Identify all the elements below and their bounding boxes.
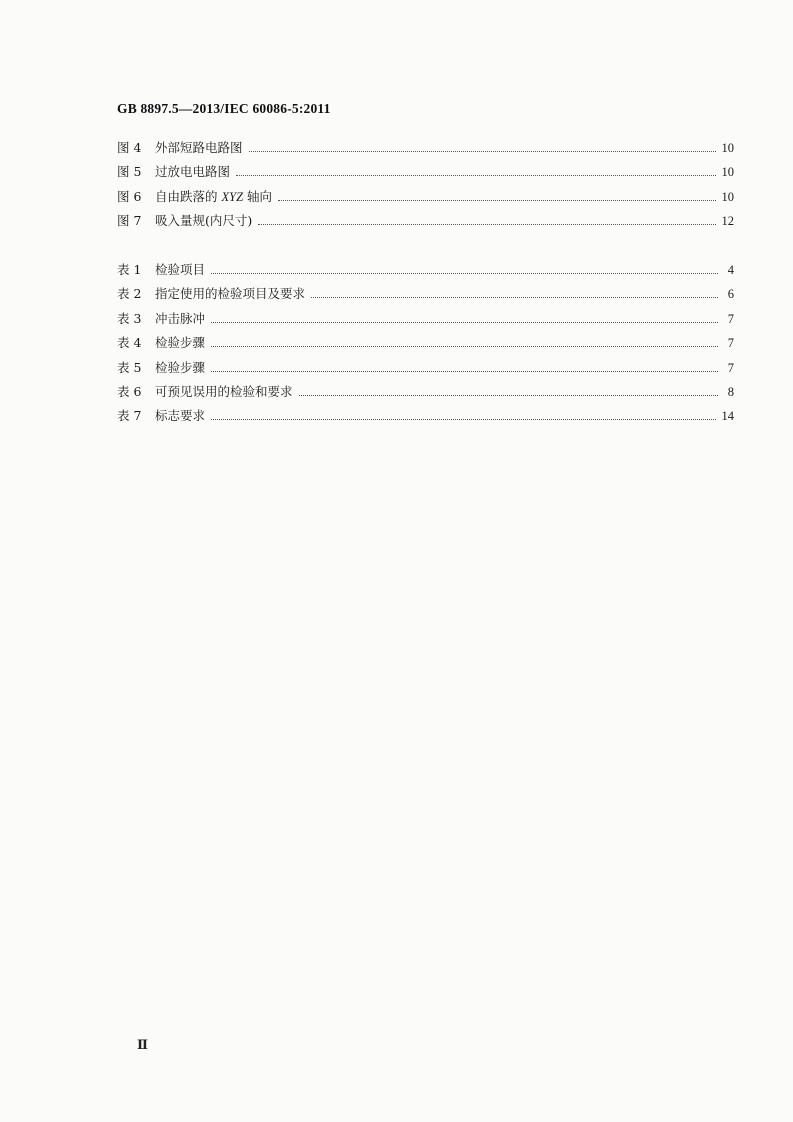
dot-leader xyxy=(211,419,715,420)
toc-page-number: 12 xyxy=(721,214,734,229)
dot-leader xyxy=(311,297,718,298)
toc-entry-figure-7[interactable] xyxy=(117,209,734,233)
toc-entry-table-4[interactable] xyxy=(117,331,734,355)
toc-entry-table-5[interactable] xyxy=(117,356,734,380)
toc-title-italic: XYZ xyxy=(221,189,244,204)
dot-leader xyxy=(211,322,718,323)
toc-page-number: 6 xyxy=(727,287,734,302)
toc-title: 冲击脉冲 xyxy=(155,310,206,326)
dot-leader xyxy=(211,273,718,274)
toc-title: 检验项目 xyxy=(155,262,206,277)
toc-entry-table-1[interactable] xyxy=(117,258,734,282)
toc-page-number: 10 xyxy=(721,189,734,204)
dot-leader xyxy=(278,200,715,201)
toc-label: 图 7 xyxy=(117,213,142,229)
toc-label: 表 2 xyxy=(117,286,142,302)
toc-title: 指定使用的检验项目及要求 xyxy=(155,286,306,302)
dot-leader xyxy=(211,346,718,347)
toc-label: 表 7 xyxy=(117,408,142,424)
toc-title: 检验步骤 xyxy=(155,335,206,351)
toc-title xyxy=(155,185,278,209)
toc-entry-table-6[interactable] xyxy=(117,380,734,404)
toc-title: 标志要求 xyxy=(155,408,206,424)
toc-title: 外部短路电路图 xyxy=(155,140,243,155)
toc-title-suffix: 轴向 xyxy=(243,188,273,204)
toc-title-prefix: 自由跌落的 xyxy=(155,188,222,204)
toc-page-number: 10 xyxy=(721,165,734,180)
toc-label: 表 3 xyxy=(117,310,142,326)
dot-leader xyxy=(211,371,718,372)
toc-page-number: 7 xyxy=(727,311,734,326)
toc-entry-figure-5[interactable] xyxy=(117,160,734,184)
toc-page-number: 7 xyxy=(727,360,734,375)
page-number: Ⅱ xyxy=(137,1037,148,1052)
toc-title: 检验步骤 xyxy=(155,359,206,375)
toc-entry-table-7[interactable] xyxy=(117,404,734,428)
toc-title: 过放电电路图 xyxy=(155,164,231,180)
toc-label: 表 6 xyxy=(117,383,142,399)
table-list xyxy=(117,258,734,429)
figure-list xyxy=(117,136,734,234)
toc-page-number: 4 xyxy=(727,263,734,277)
dot-leader xyxy=(236,175,715,176)
toc-entry-table-3[interactable] xyxy=(117,307,734,331)
toc-page-number: 8 xyxy=(727,384,734,399)
dot-leader xyxy=(299,395,718,396)
toc-label: 表 4 xyxy=(117,335,142,351)
toc-entry-figure-6[interactable] xyxy=(117,185,734,209)
toc-label: 图 4 xyxy=(117,140,142,155)
toc-label: 表 5 xyxy=(117,359,142,375)
toc-title: 可预见误用的检验和要求 xyxy=(155,383,293,399)
toc-page-number: 14 xyxy=(721,409,734,424)
dot-leader xyxy=(249,151,716,152)
toc-title: 吸入量规(内尺寸) xyxy=(155,213,253,229)
toc-entry-table-2[interactable] xyxy=(117,282,734,306)
toc-page-number: 10 xyxy=(721,141,734,155)
toc-entry-figure-4[interactable] xyxy=(117,136,734,160)
standard-header: GB 8897.5—2013/IEC 60086-5:2011 xyxy=(117,101,331,116)
dot-leader xyxy=(258,224,715,225)
toc-label: 图 5 xyxy=(117,164,142,180)
toc-label: 图 6 xyxy=(117,188,142,204)
toc-page-number: 7 xyxy=(727,336,734,351)
toc-label: 表 1 xyxy=(117,262,142,277)
